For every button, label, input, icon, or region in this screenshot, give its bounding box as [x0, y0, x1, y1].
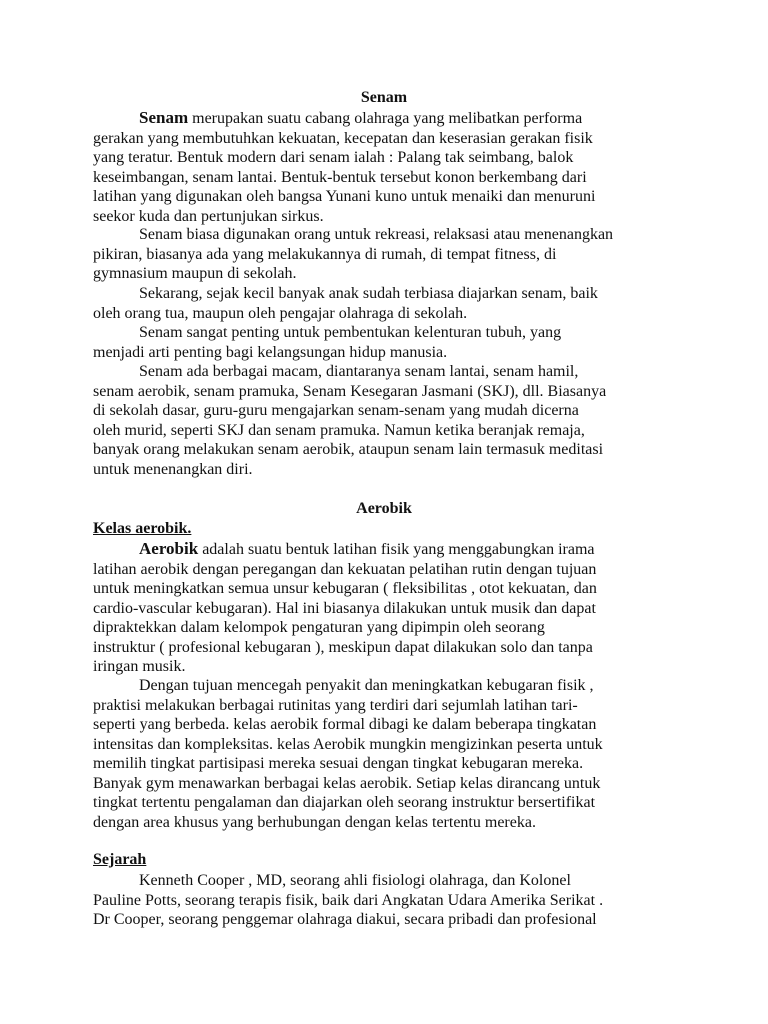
paragraph-line: latihan aerobik dengan peregangan dan kekuatan pelatihan rutin dengan tujuan [93, 560, 597, 578]
paragraph-line: pikiran, biasanya ada yang melakukannya di rumah, di tempat fitness, di [93, 245, 557, 263]
paragraph-line: instruktur ( profesional kebugaran ), meskipun dapat dilakukan solo dan tanpa [93, 638, 593, 656]
paragraph-line: Kenneth Cooper , MD, seorang ahli fisiologi olahraga, dan Kolonel [139, 872, 571, 889]
paragraph-line: Banyak gym menawarkan berbagai kelas aerobik. Setiap kelas dirancang untuk [93, 774, 601, 792]
paragraph-line: Senam biasa digunakan orang untuk rekreasi, relaksasi atau menenangkan [139, 226, 614, 243]
title-text: Aerobik [356, 500, 412, 517]
paragraph-line: Dr Cooper, seorang penggemar olahraga diakui, secara pribadi dan profesional [93, 911, 597, 928]
paragraph-line: yang teratur. Bentuk modern dari senam ialah : Palang tak seimbang, balok [93, 149, 574, 166]
paragraph-line [93, 539, 693, 560]
lead-word: Senam [139, 108, 189, 127]
paragraph-line: senam aerobik, senam pramuka, Senam Kesegaran Jasmani (SKJ), dll. Biasanya [93, 382, 607, 400]
paragraph-line: dipraktekkan dalam kelompok pengaturan yang dipimpin oleh seorang [93, 619, 545, 636]
paragraph-line: praktisi melakukan berbagai rutinitas yang terdiri dari sejumlah latihan tari- [93, 696, 578, 714]
senam-paragraph-2 [93, 225, 693, 284]
subhead-text: Kelas aerobik. [93, 520, 192, 537]
subhead-sejarah [93, 850, 693, 870]
aerobik-paragraph-2 [93, 676, 693, 832]
paragraph-line: gymnasium maupun di sekolah. [93, 265, 297, 282]
paragraph-line: tingkat tertentu pengalaman dan diajarkan oleh seorang instruktur bersertifikat [93, 794, 596, 811]
subhead-text: Sejarah [93, 851, 147, 868]
paragraph-line: untuk menenangkan diri. [93, 460, 253, 478]
paragraph-line: keseimbangan, senam lantai. Bentuk-bentuk tersebut konon berkembang dari [93, 168, 587, 186]
line-text: adalah suatu bentuk latihan fisik yang menggabungkan irama [198, 541, 595, 558]
aerobik-paragraph-1 [93, 539, 693, 677]
senam-paragraph-4 [93, 323, 693, 362]
section-title-senam [93, 88, 675, 108]
paragraph-line: latihan yang digunakan oleh bangsa Yunani kuno untuk menaiki dan menuruni [93, 188, 596, 205]
title-text: Senam [360, 89, 408, 106]
paragraph-line: intensitas dan kompleksitas. kelas Aerobik mungkin mengizinkan peserta untuk [93, 735, 603, 753]
paragraph-line: untuk meningkatkan semua unsur kebugaran ( fleksibilitas , otot kekuatan, dan [93, 580, 597, 597]
paragraph-line: oleh murid, seperti SKJ dan senam pramuka. Namun ketika beranjak remaja, [93, 421, 585, 439]
paragraph-line: seperti yang berbeda. kelas aerobik formal dibagi ke dalam beberapa tingkatan [93, 716, 597, 733]
paragraph-line: cardio-vascular kebugaran). Hal ini biasanya dilakukan untuk musik dan dapat [93, 599, 596, 617]
paragraph-line: Pauline Potts, seorang terapis fisik, baik dari Angkatan Udara Amerika Serikat . [93, 891, 604, 909]
paragraph-line: Sekarang, sejak kecil banyak anak sudah terbiasa diajarkan senam, baik [139, 285, 598, 302]
senam-paragraph-3 [93, 284, 693, 323]
paragraph-line: gerakan yang membutuhkan kekuatan, kecepatan dan keserasian gerakan fisik [93, 129, 593, 147]
paragraph-line: banyak orang melakukan senam aerobik, ataupun senam lain termasuk meditasi [93, 441, 604, 458]
paragraph-line: iringan musik. [93, 658, 186, 675]
paragraph-line: menjadi arti penting bagi kelangsungan hidup manusia. [93, 343, 448, 361]
sejarah-paragraph-1 [93, 871, 693, 930]
paragraph-line: oleh orang tua, maupun oleh pengajar olahraga di sekolah. [93, 304, 468, 322]
paragraph-line: seekor kuda dan pertunjukan sirkus. [93, 207, 324, 225]
section-title-aerobik [93, 499, 675, 519]
senam-paragraph-1 [93, 108, 693, 226]
lead-word: Aerobik [139, 539, 199, 558]
paragraph-line: memilih tingkat partisipasi mereka sesuai dengan tingkat kebugaran mereka. [93, 755, 584, 772]
senam-paragraph-5 [93, 362, 693, 479]
paragraph-line: Senam sangat penting untuk pembentukan kelenturan tubuh, yang [139, 324, 562, 341]
paragraph-line: di sekolah dasar, guru-guru mengajarkan senam-senam yang mudah dicerna [93, 402, 579, 419]
subhead-kelas-aerobik [93, 519, 693, 539]
line-text: merupakan suatu cabang olahraga yang melibatkan performa [188, 110, 583, 127]
paragraph-line: Senam ada berbagai macam, diantaranya senam lantai, senam hamil, [139, 363, 579, 380]
paragraph-line: Dengan tujuan mencegah penyakit dan meningkatkan kebugaran fisik , [139, 677, 594, 694]
paragraph-line [93, 108, 693, 129]
paragraph-line: dengan area khusus yang berhubungan dengan kelas tertentu mereka. [93, 813, 536, 831]
